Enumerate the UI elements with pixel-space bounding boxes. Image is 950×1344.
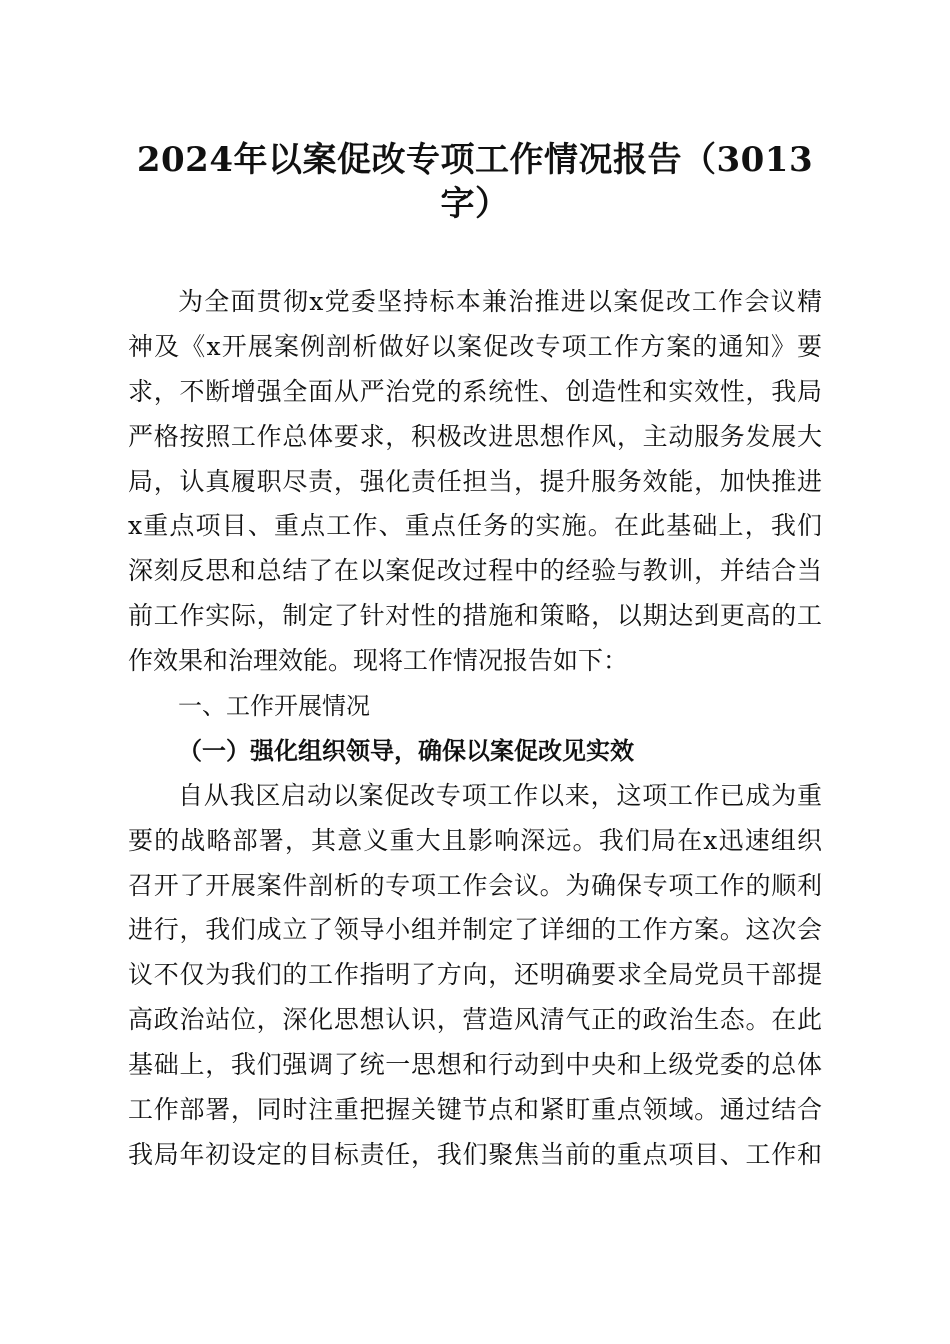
section-heading: 一、工作开展情况 — [178, 692, 370, 721]
intro-line: 为全面贯彻x党委坚持标本兼治推进以案促改工作会议精 — [178, 287, 822, 316]
intro-line: x重点项目、重点工作、重点任务的实施。在此基础上，我们 — [128, 511, 822, 541]
document-body — [128, 280, 822, 1178]
subsection-heading: （一）强化组织领导，确保以案促改见实效 — [178, 735, 634, 765]
body-line: 高政治站位，深化思想认识，营造风清气正的政治生态。在此 — [128, 1005, 822, 1035]
body-line: 召开了开展案件剖析的专项工作会议。为确保专项工作的顺利 — [128, 870, 822, 900]
document-title — [120, 138, 830, 226]
body-line: 工作部署，同时注重把握关键节点和紧盯重点领域。通过结合 — [128, 1095, 822, 1125]
title-line-1: 2024年以案促改专项工作情况报告（3013 — [136, 140, 814, 180]
intro-line: 前工作实际，制定了针对性的措施和策略，以期达到更高的工 — [128, 601, 822, 631]
body-line: 我局年初设定的目标责任，我们聚焦当前的重点项目、工作和 — [128, 1139, 822, 1169]
intro-line: 深刻反思和总结了在以案促改过程中的经验与教训，并结合当 — [128, 556, 822, 586]
body-line: 进行，我们成立了领导小组并制定了详细的工作方案。这次会 — [128, 915, 822, 945]
intro-line: 作效果和治理效能。现将工作情况报告如下： — [128, 646, 629, 676]
body-line: 基础上，我们强调了统一思想和行动到中央和上级党委的总体 — [128, 1050, 822, 1080]
intro-line: 严格按照工作总体要求，积极改进思想作风，主动服务发展大 — [128, 421, 822, 451]
body-line: 自从我区启动以案促改专项工作以来，这项工作已成为重 — [178, 780, 822, 810]
intro-line: 神及《x开展案例剖析做好以案促改专项工作方案的通知》要 — [128, 331, 822, 361]
intro-line: 局，认真履职尽责，强化责任担当，提升服务效能，加快推进 — [128, 466, 822, 496]
title-line-2: 字） — [440, 184, 510, 224]
intro-line: 求，不断增强全面从严治党的系统性、创造性和实效性，我局 — [128, 376, 822, 406]
body-line: 要的战略部署，其意义重大且影响深远。我们局在x迅速组织 — [128, 825, 822, 855]
body-line: 议不仅为我们的工作指明了方向，还明确要求全局党员干部提 — [128, 960, 822, 990]
